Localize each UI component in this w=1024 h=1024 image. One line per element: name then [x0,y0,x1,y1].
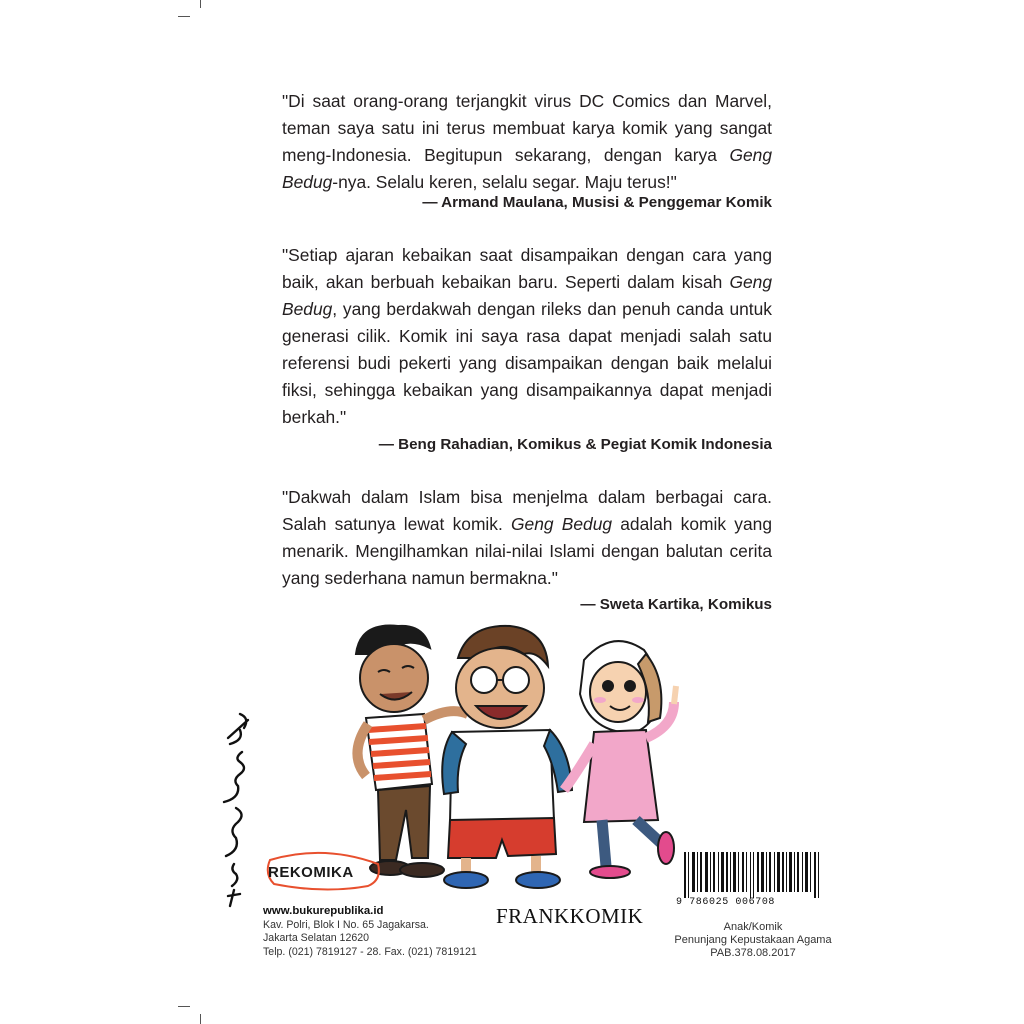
crop-mark-top-left [200,0,201,8]
quote-text: "Setiap ajaran kebaikan saat disampaikan dengan cara yang baik, akan berbuah kebaikan baru. Seperti dalam kisah [282,245,772,292]
comic-characters-illustration [340,614,700,894]
testimonial-attribution-3: — Sweta Kartika, Komikus [580,596,772,613]
book-title: Geng Bedug [282,272,772,319]
signature-icon [210,710,260,910]
catalog-info [660,921,846,961]
quote-text: , yang berdakwah dengan rileks dan penuh canda untuk generasi cilik. Komik ini saya rasa dapat menjadi salah satu referensi budi pekerti yang disampaikan dengan baik melalui fiksi, sehingga kebaikan yang disampaikannya dapat menjadi berkah." [282,299,772,427]
quote-text: "Dakwah dalam Islam bisa menjelma dalam berbagai cara. Salah satunya lewat komik. [282,487,772,534]
crop-mark-left-top [178,16,190,17]
barcode-icon [678,852,828,898]
frankkomik-logo: FRANKKOMIK [496,904,644,928]
book-title: Geng Bedug [511,514,613,534]
testimonial-quote-1 [282,88,772,196]
testimonial-attribution-1: — Armand Maulana, Musisi & Penggemar Komik [422,194,772,211]
girl-hijab [564,641,676,878]
publisher-info [263,905,477,959]
catalog-label: Penunjang Kepustakaan Agama [674,934,832,947]
rekomika-logo-text: REKOMIKA [268,864,354,881]
boy-glasses-raglan [442,626,572,888]
testimonial-quote-3 [282,484,772,592]
catalog-code: PAB.378.08.2017 [710,947,796,960]
barcode-number: 9 786025 006708 [676,897,776,908]
quote-text: -nya. Selalu keren, selalu segar. Maju terus!" [332,172,677,192]
testimonial-quote-2 [282,242,772,431]
publisher-address-line2: Jakarta Selatan 12620 [263,932,370,944]
publisher-website: www.bukurepublika.id [263,905,384,917]
publisher-phone: Telp. (021) 7819127 - 28. Fax. (021) 7819121 [263,945,477,958]
publisher-address-line1: Kav. Polri, Blok I No. 65 Jagakarsa. [263,918,429,931]
crop-mark-left-bottom [178,1006,190,1007]
catalog-category: Anak/Komik [723,921,783,933]
testimonial-attribution-2: — Beng Rahadian, Komikus & Pegiat Komik Indonesia [378,436,772,453]
crop-mark-bottom-left [200,1014,201,1024]
quote-text: "Di saat orang-orang terjangkit virus DC Comics dan Marvel, teman saya satu ini terus membuat karya komik yang sangat meng-Indonesia. Begitupun sekarang, dengan karya [282,91,772,165]
book-title: Geng Bedug [282,145,772,192]
quote-text: adalah komik yang menarik. Mengilhamkan nilai-nilai Islami dengan balutan cerita yang sederhana namun bermakna." [282,514,772,588]
